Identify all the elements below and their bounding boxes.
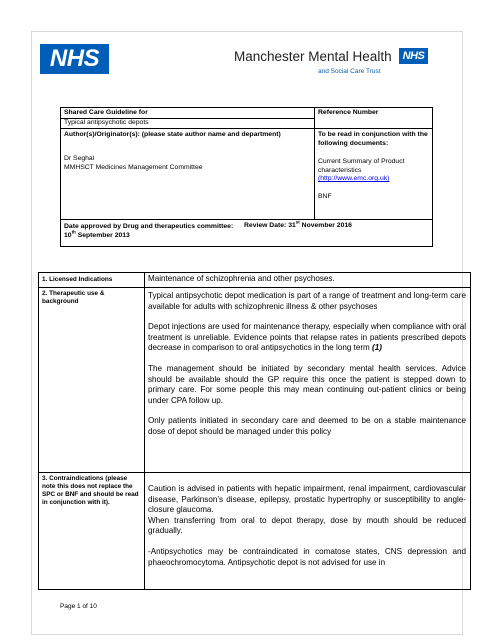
trust-subtitle: and Social Care Trust [318, 68, 381, 75]
review-date: Review Date: 31st November 2016 [244, 219, 352, 229]
nhs-logo: NHS [40, 44, 109, 74]
page-number: Page 1 of 10 [60, 603, 97, 610]
section-3-para-1b: When transferring from oral to depot therapy, dose by mouth should be reduced gradually. [148, 515, 466, 536]
section-3-para-1: Caution is advised in patients with hepatic impairment, renal impairment, cardiovascular disease, Parkinson’s disease, epilepsy, prostatic hypertrophy or susceptibility to angle-closure glaucoma. [148, 484, 466, 515]
section-3-para-2: -Antipsychotics may be contraindicated in comatose states, CNS depression and phaeochromocytoma. Antipsychotic depot is not advised for use in [148, 546, 466, 567]
emc-link[interactable]: (http://www.emc.org.uk) [318, 175, 390, 182]
section-3-label: 3. Contraindications (please note this does not replace the SPC or BNF and should be read in conjunction with it). [42, 475, 139, 506]
guideline-header-table [60, 107, 433, 247]
read-with-label: To be read in conjunction with the following documents: [318, 131, 428, 147]
author-dept: MMHSCT Medicines Management Committee [64, 164, 203, 171]
guideline-sections-table [38, 272, 471, 590]
trust-name: Manchester Mental Health [234, 49, 392, 64]
author-label: Author(s)/Originator(s): (please state author name and department) [64, 131, 281, 138]
read-with-doc: Current Summary of Product characteristics [318, 158, 405, 174]
section-2-para-2: Depot injections are used for maintenance therapy, especially when compliance with oral treatment is unreliable. Evidence points that relapse rates in patients prescribed depots decrease in comparison to oral antipsychotics in the long term (1) [148, 322, 466, 353]
read-with-bnf: BNF [318, 193, 332, 200]
section-2-text [148, 291, 466, 448]
section-1-text: Maintenance of schizophrenia and other psychoses. [148, 274, 335, 283]
section-3-text [148, 484, 466, 578]
section-2-para-3: The management should be initiated by secondary mental health services. Advice should be available should the GP require this once the patient is stepped down to primary care. For some people this may mean continuing out-patient clinics or being under CPA follow up. [148, 363, 466, 405]
reference-label: Reference Number [318, 109, 379, 116]
author-name: Dr Seghal [64, 155, 95, 162]
section-2-para-1: Typical antipsychotic depot medication is part of a range of treatment and long-term care available for adults with schizophrenic illness & other psychoses [148, 291, 466, 311]
approved-date: Date approved by Drug and therapeutics committee: 10th September 2013 [64, 223, 234, 239]
section-1-label: 1. Licensed Indications [42, 276, 113, 283]
title-value: Typical antipsychotic depots [64, 119, 149, 126]
section-2-para-4: Only patients initiated in secondary care and deemed to be on a stable maintenance dose of depot should be managed under this policy [148, 416, 466, 436]
section-2-label: 2. Therapeutic use & background [42, 290, 105, 305]
trust-nhs-logo: NHS [399, 48, 428, 64]
title-label: Shared Care Guideline for [64, 109, 148, 116]
